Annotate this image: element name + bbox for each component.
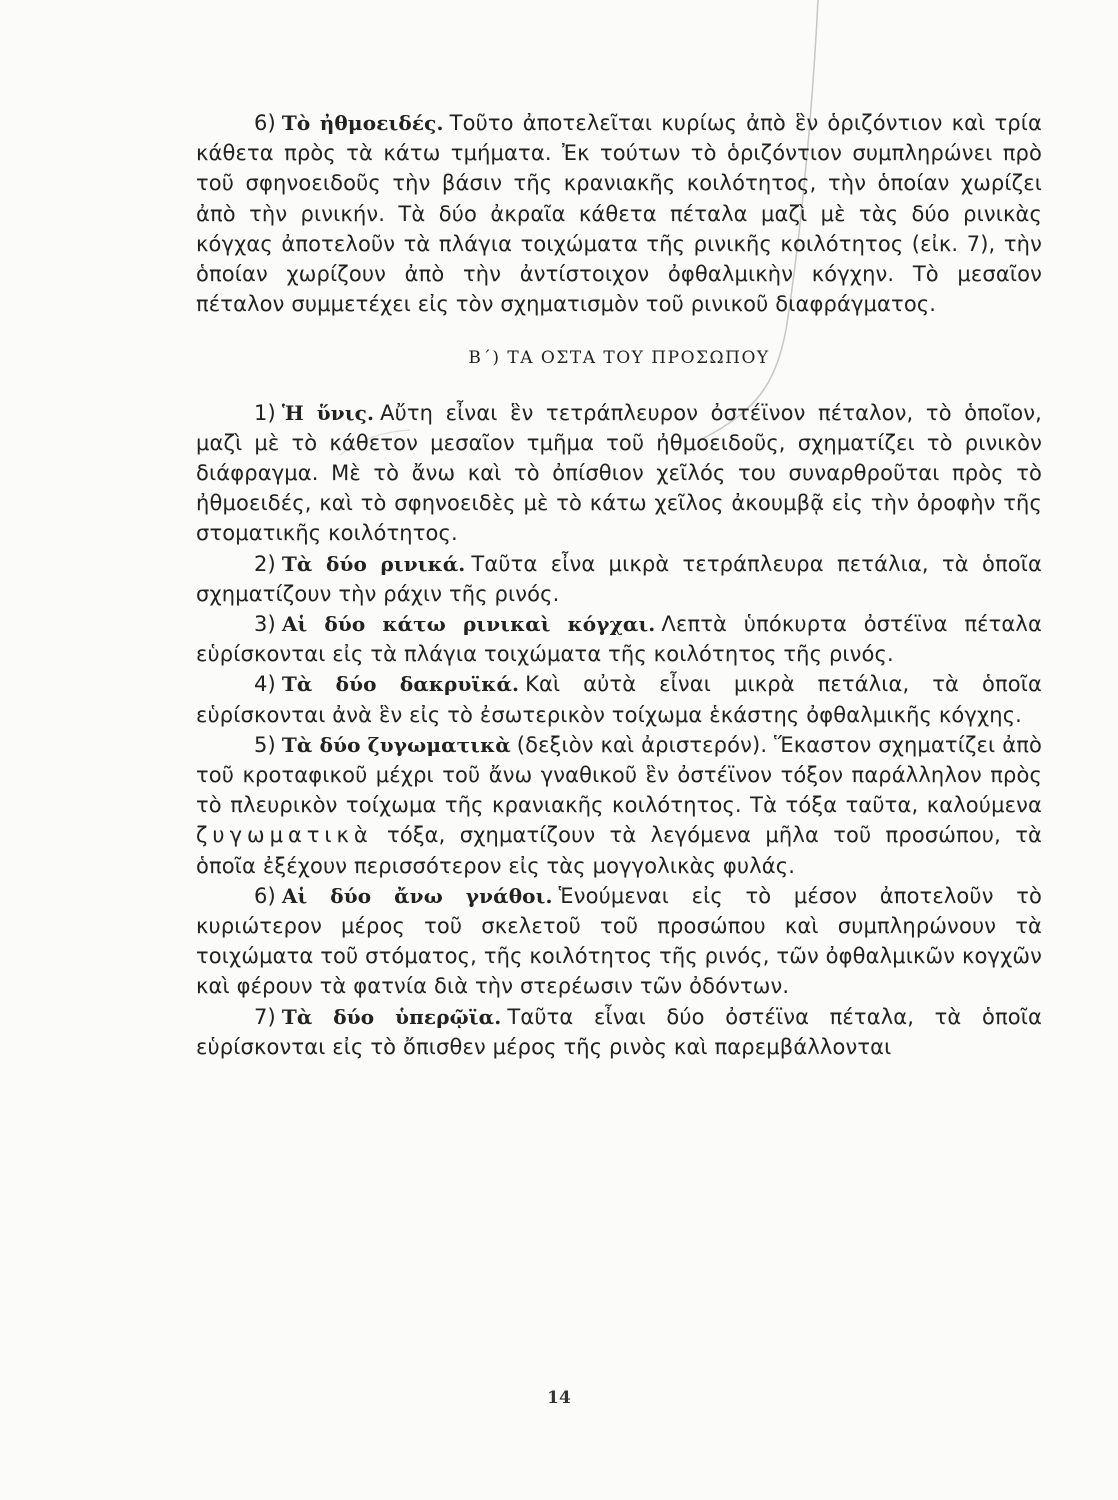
paragraph-text: (δεξιὸν καὶ ἀριστερόν). Ἕκαστον σχηματίζει ἀπὸ τοῦ κροταφικοῦ μέχρι τοῦ ἄνω γναθικοῦ ἓν ὀστέϊνον τόξον παράλληλον πρὸς τὸ πλευρικὸν τοίχωμα τῆς κρανιακῆς κοιλότητος. Τὰ τόξα ταῦτα, καλούμενα bbox=[196, 732, 1042, 818]
spaced-term: ζυγωματικὰ bbox=[196, 823, 373, 848]
paragraph-title: Αἱ δύο ἄνω γνάθοι. bbox=[281, 883, 553, 908]
paragraph-number: 4) bbox=[254, 672, 276, 697]
paragraph-palatine bbox=[196, 1002, 1042, 1062]
paragraph-number: 6) bbox=[254, 111, 276, 135]
section-heading: Β΄) ΤΑ ΟΣΤΑ ΤΟΥ ΠΡΟΣΩΠΟΥ bbox=[468, 348, 770, 369]
paragraph-number: 1) bbox=[254, 400, 276, 425]
paragraph-number: 2) bbox=[254, 551, 276, 576]
paragraph-number: 3) bbox=[254, 612, 276, 637]
paragraph-title: Τὰ δύο ὑπερῷϊα. bbox=[281, 1004, 502, 1029]
paragraph-number: 7) bbox=[254, 1004, 276, 1029]
paragraph-text: Ταῦτα εἶνα μικρὰ τετράπλευρα πετάλια, τὰ ὁποῖα σχηματίζουν τὴν ράχιν τῆς ρινός. bbox=[196, 551, 1042, 606]
paragraph-text: Λεπτὰ ὑπόκυρτα ὀστέϊνα πέταλα εὑρίσκονται εἰς τὰ πλάγια τοιχώματα τῆς κοιλότητος τῆς ρινός. bbox=[196, 612, 1042, 667]
paragraph-lacrimal bbox=[196, 669, 1042, 729]
paragraph-number: 5) bbox=[254, 732, 276, 757]
paragraph-text-continued: τόξα, σχηματίζουν τὰ λεγόμενα μῆλα τοῦ προσώπου, τὰ ὁποῖα ἐξέχουν περισσότερον εἰς τὰς μογγολικὰς φυλάς. bbox=[196, 823, 1042, 878]
paragraph-ethmoid bbox=[196, 108, 1042, 319]
paragraph-title: Τὰ δύο ζυγωματικὰ bbox=[281, 732, 511, 757]
paragraph-nasal bbox=[196, 549, 1042, 609]
paragraph-text: Αὔτη εἶναι ἓν τετράπλευρον ὀστέϊνον πέταλον, τὸ ὁποῖον, μαζὶ μὲ τὸ κάθετον μεσαῖον τμῆμα τοῦ ἠθμοειδοῦς, σχηματίζει τὸ ρινικὸν διάφραγμα. Μὲ τὸ ἄνω καὶ τὸ ὀπίσθιον χεῖλός του συναρθροῦται πρὸς τὸ ἠθμοειδές, καὶ τὸ σφηνοειδὲς μὲ τὸ κάτω χεῖλος ἀκουμβᾷ εἰς τὴν ὀροφὴν τῆς στοματικῆς κοιλότητος. bbox=[196, 400, 1042, 546]
paragraph-title: Αἱ δύο κάτω ρινικαὶ κόγχαι. bbox=[281, 612, 656, 637]
page-number: 14 bbox=[547, 1388, 571, 1408]
paragraph-text: Ἑνούμεναι εἰς τὸ μέσον ἀποτελοῦν τὸ κυριώτερον μέρος τοῦ σκελετοῦ τοῦ προσώπου καὶ συμπληρώνουν τὰ τοιχώματα τοῦ στόματος, τῆς κοιλότητος τῆς ρινός, τῶν ὀφθαλμικῶν κογχῶν καὶ φέρουν τὰ φατνία διὰ τὴν στερέωσιν τῶν ὀδόντων. bbox=[196, 883, 1042, 999]
paragraph-title: Τὸ ἠθμοειδές. bbox=[281, 111, 444, 135]
paragraph-maxillae bbox=[196, 881, 1042, 1002]
paragraph-title: Τὰ δύο δακρυϊκά. bbox=[281, 672, 520, 697]
page-body bbox=[196, 108, 1042, 1062]
paragraph-title: Τὰ δύο ρινικά. bbox=[281, 551, 466, 576]
paragraph-text: Τοῦτο ἀποτελεῖται κυρίως ἀπὸ ἓν ὁριζόντιον καὶ τρία κάθετα πρὸς τὰ κάτω τμήματα. Ἐκ τούτων τὸ ὁριζόντιον συμπληρώνει πρὸ τοῦ σφηνοειδοῦς τὴν βάσιν τῆς κρανιακῆς κοιλότητος, τὴν ὁποίαν χωρίζει ἀπὸ τὴν ρινικήν. Τὰ δύο ἀκραῖα κάθετα πέταλα μαζὶ μὲ τὰς δύο ρινικὰς κόγχας ἀποτελοῦν τὰ πλάγια τοιχώματα τῆς ρινικῆς κοιλότητος (εἰκ. 7), τὴν ὁποίαν χωρίζουν ἀπὸ τὴν ἀντίστοιχον ὀφθαλμικὴν κόγχην. Τὸ μεσαῖον πέταλον συμμετέχει εἰς τὸν σχηματισμὸν τοῦ ρινικοῦ διαφράγματος. bbox=[196, 111, 1042, 317]
paragraph-text: Ταῦτα εἶναι δύο ὀστέϊνα πέταλα, τὰ ὁποῖα εὑρίσκονται εἰς τὸ ὄπισθεν μέρος τῆς ρινὸς καὶ παρεμβάλλονται bbox=[196, 1004, 1042, 1059]
paragraph-title: Ἡ ὕνις. bbox=[281, 400, 375, 425]
paragraph-number: 6) bbox=[254, 883, 276, 908]
paragraph-inferior-conchae bbox=[196, 609, 1042, 669]
paragraph-zygomatic bbox=[196, 730, 1042, 881]
paragraph-text: Καὶ αὐτὰ εἶναι μικρὰ πετάλια, τὰ ὁποῖα εὑρίσκονται ἀνὰ ἓν εἰς τὸ ἐσωτερικὸν τοίχωμα ἑκάστης ὀφθαλμικῆς κόγχης. bbox=[196, 672, 1042, 727]
paragraph-vomer bbox=[196, 398, 1042, 549]
